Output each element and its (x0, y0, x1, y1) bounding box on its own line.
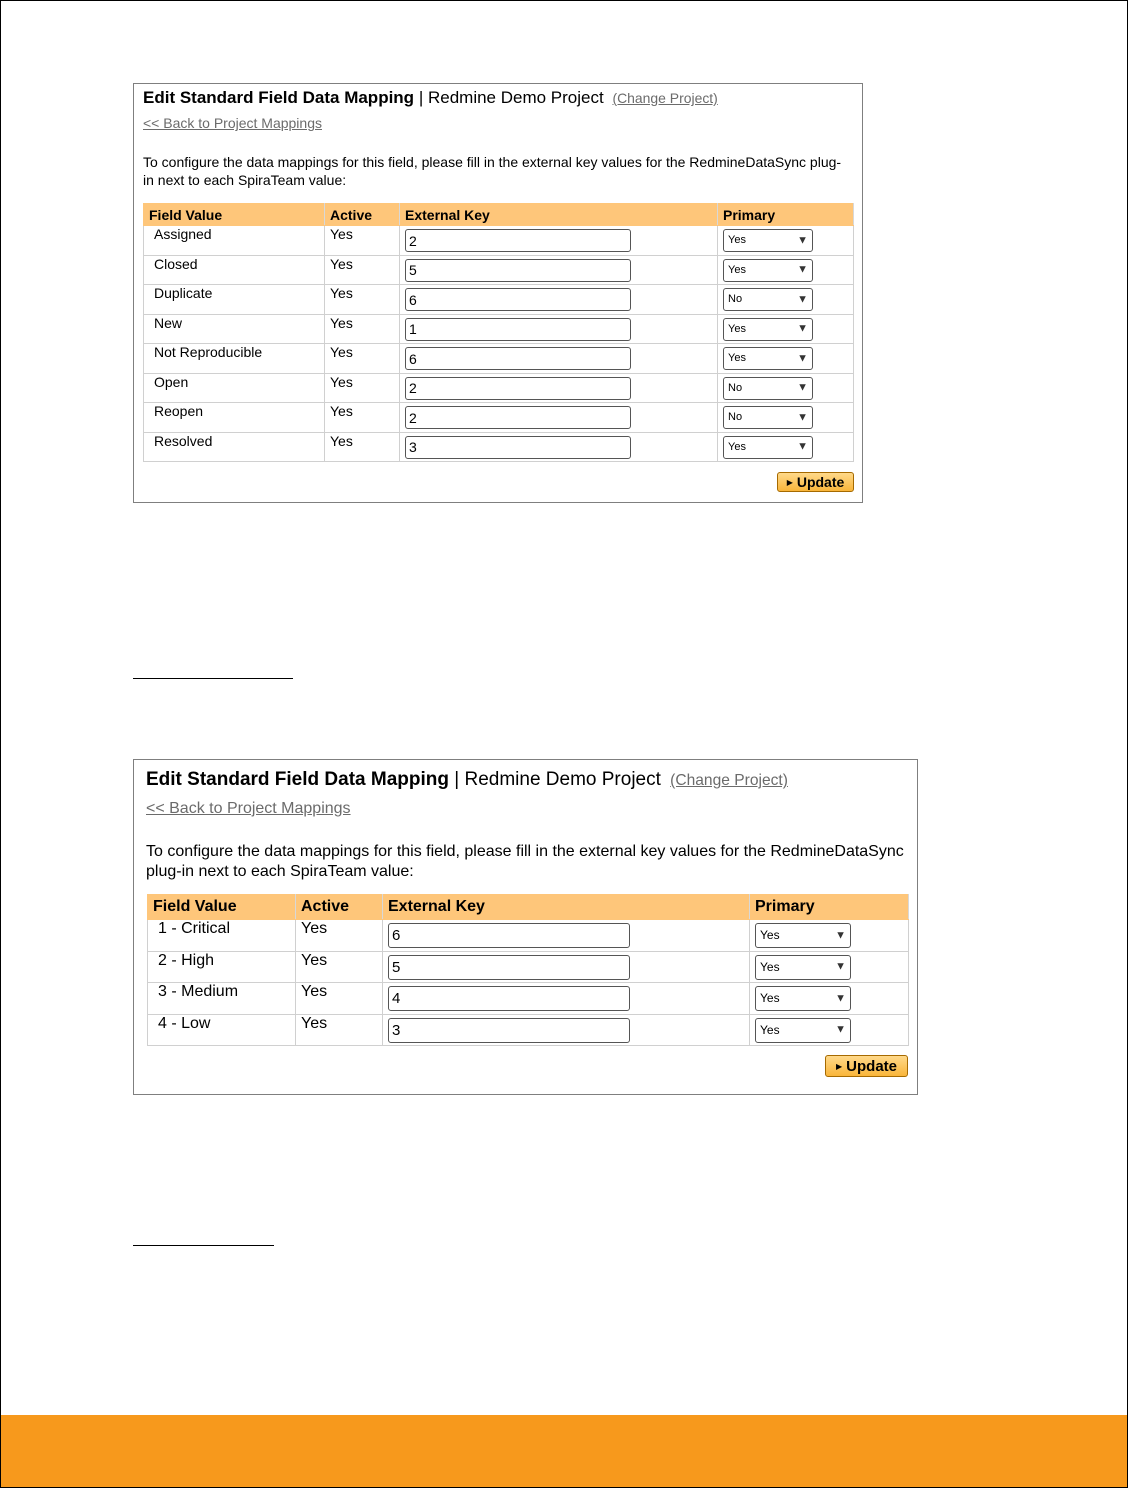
active-cell: Yes (325, 344, 400, 374)
primary-cell (718, 255, 854, 285)
primary-select-value: Yes (728, 263, 746, 276)
external-key-input[interactable] (388, 986, 630, 1011)
dropdown-arrow-icon: ▼ (797, 352, 808, 364)
table-row (148, 983, 909, 1015)
table-row (144, 432, 854, 462)
section-rule (133, 678, 293, 679)
external-key-cell (383, 983, 750, 1015)
active-cell: Yes (296, 1014, 383, 1046)
external-key-cell (400, 373, 718, 403)
primary-select[interactable] (755, 955, 851, 980)
primary-select-value: Yes (728, 322, 746, 335)
active-cell: Yes (325, 255, 400, 285)
primary-select[interactable] (755, 986, 851, 1011)
update-button[interactable] (777, 472, 854, 492)
table-header-row (148, 895, 909, 920)
primary-cell (750, 1014, 909, 1046)
dropdown-arrow-icon: ▼ (797, 381, 808, 394)
dropdown-arrow-icon: ▼ (797, 293, 808, 305)
title-separator: | (454, 769, 460, 790)
primary-select-value: Yes (760, 959, 780, 974)
column-header-primary: Primary (750, 895, 909, 920)
primary-select[interactable] (723, 318, 813, 341)
project-name: Redmine Demo Project (464, 769, 661, 790)
dropdown-arrow-icon: ▼ (797, 440, 808, 453)
table-row (144, 285, 854, 315)
external-key-cell (400, 285, 718, 315)
primary-select[interactable] (755, 1018, 851, 1043)
field-value-cell: 2 - High (148, 951, 296, 983)
table-row (144, 255, 854, 285)
primary-select[interactable] (723, 406, 813, 429)
primary-cell (718, 403, 854, 433)
external-key-cell (400, 403, 718, 433)
external-key-cell (383, 1014, 750, 1046)
panel-title (146, 769, 788, 791)
field-value-cell: 4 - Low (148, 1014, 296, 1046)
primary-cell (718, 226, 854, 256)
play-icon: ▶ (836, 1061, 843, 1071)
table-row (148, 951, 909, 983)
field-value-cell: Duplicate (144, 285, 325, 315)
primary-select[interactable] (723, 377, 813, 400)
external-key-input[interactable] (405, 229, 631, 252)
table-row (144, 226, 854, 256)
column-header-active: Active (296, 895, 383, 920)
primary-select[interactable] (723, 436, 813, 459)
dropdown-arrow-icon: ▼ (797, 234, 808, 246)
primary-select-value: Yes (760, 1022, 780, 1037)
field-value-cell: Open (144, 373, 325, 403)
external-key-cell (400, 344, 718, 374)
primary-select-value: Yes (728, 352, 746, 364)
external-key-input[interactable] (405, 259, 631, 282)
dropdown-arrow-icon: ▼ (797, 322, 808, 335)
primary-cell (718, 373, 854, 403)
panel-title (143, 88, 718, 108)
primary-select[interactable] (723, 229, 813, 252)
primary-cell (718, 432, 854, 462)
primary-select[interactable] (755, 923, 851, 948)
external-key-input[interactable] (405, 406, 631, 429)
primary-cell (750, 983, 909, 1015)
column-header-external-key: External Key (400, 204, 718, 226)
external-key-input[interactable] (405, 288, 631, 311)
field-value-cell: Closed (144, 255, 325, 285)
external-key-input[interactable] (388, 923, 630, 948)
external-key-cell (383, 920, 750, 952)
active-cell: Yes (325, 373, 400, 403)
table-row (148, 920, 909, 952)
priority-mapping-panel (133, 759, 918, 1095)
primary-cell (750, 920, 909, 952)
field-value-cell: Assigned (144, 226, 325, 256)
active-cell: Yes (325, 403, 400, 433)
external-key-input[interactable] (405, 377, 631, 400)
change-project-link[interactable]: (Change Project) (612, 90, 718, 106)
field-value-cell: New (144, 314, 325, 344)
active-cell: Yes (325, 314, 400, 344)
primary-select-value: Yes (728, 234, 746, 246)
active-cell: Yes (296, 951, 383, 983)
back-to-project-mappings-link[interactable]: << Back to Project Mappings (143, 115, 322, 131)
mapping-table (147, 894, 909, 1046)
page-title: Edit Standard Field Data Mapping (143, 88, 415, 107)
table-row (144, 314, 854, 344)
field-value-cell: 3 - Medium (148, 983, 296, 1015)
active-cell: Yes (296, 920, 383, 952)
title-separator: | (418, 88, 424, 107)
active-cell: Yes (296, 983, 383, 1015)
instructions-text: To configure the data mappings for this field, please fill in the external key values for the RedmineDataSync plug-in next to each SpiraTeam value: (143, 154, 842, 188)
active-cell: Yes (325, 432, 400, 462)
active-cell: Yes (325, 285, 400, 315)
table-row (144, 344, 854, 374)
primary-select-value: No (728, 293, 743, 305)
primary-select[interactable] (723, 347, 813, 370)
page-title: Edit Standard Field Data Mapping (146, 769, 449, 790)
primary-select[interactable] (723, 288, 813, 311)
external-key-input[interactable] (405, 436, 631, 459)
table-header-row (144, 204, 854, 226)
mapping-table (143, 203, 854, 462)
column-header-external-key: External Key (383, 895, 750, 920)
dropdown-arrow-icon: ▼ (835, 960, 846, 973)
external-key-input[interactable] (388, 955, 630, 980)
external-key-cell (400, 255, 718, 285)
dropdown-arrow-icon: ▼ (835, 992, 846, 1004)
update-label: Update (846, 1057, 897, 1075)
field-value-cell: Reopen (144, 403, 325, 433)
dropdown-arrow-icon: ▼ (797, 263, 808, 276)
primary-cell (718, 285, 854, 315)
project-name: Redmine Demo Project (427, 88, 604, 107)
column-header-active: Active (325, 204, 400, 226)
play-icon: ▶ (786, 477, 793, 487)
external-key-input[interactable] (388, 1018, 630, 1043)
section-rule (133, 1245, 274, 1246)
primary-cell (718, 344, 854, 374)
external-key-cell (400, 432, 718, 462)
external-key-input[interactable] (405, 347, 631, 370)
external-key-input[interactable] (405, 318, 631, 341)
back-to-project-mappings-link[interactable]: << Back to Project Mappings (146, 800, 351, 817)
primary-select-value: No (728, 381, 743, 394)
field-value-cell: Resolved (144, 432, 325, 462)
external-key-cell (383, 951, 750, 983)
primary-select-value: Yes (728, 440, 746, 453)
table-row (148, 1014, 909, 1046)
primary-select-value: No (728, 411, 743, 423)
primary-select[interactable] (723, 259, 813, 282)
field-value-cell: Not Reproducible (144, 344, 325, 374)
dropdown-arrow-icon: ▼ (835, 929, 846, 941)
primary-cell (750, 951, 909, 983)
instructions-text: To configure the data mappings for this field, please fill in the external key values for the RedmineDataSync plug-in next to each SpiraTeam value: (146, 843, 904, 880)
update-button[interactable] (825, 1055, 908, 1077)
dropdown-arrow-icon: ▼ (797, 411, 808, 423)
primary-select-value: Yes (760, 991, 780, 1005)
status-mapping-panel (133, 83, 863, 503)
column-header-field-value: Field Value (148, 895, 296, 920)
table-row (144, 403, 854, 433)
footer-bar (1, 1415, 1127, 1487)
field-value-cell: 1 - Critical (148, 920, 296, 952)
column-header-field-value: Field Value (144, 204, 325, 226)
change-project-link[interactable]: (Change Project) (670, 772, 788, 789)
external-key-cell (400, 226, 718, 256)
primary-cell (718, 314, 854, 344)
table-row (144, 373, 854, 403)
update-label: Update (796, 474, 845, 490)
active-cell: Yes (325, 226, 400, 256)
dropdown-arrow-icon: ▼ (835, 1023, 846, 1036)
external-key-cell (400, 314, 718, 344)
primary-select-value: Yes (760, 928, 780, 942)
column-header-primary: Primary (718, 204, 854, 226)
